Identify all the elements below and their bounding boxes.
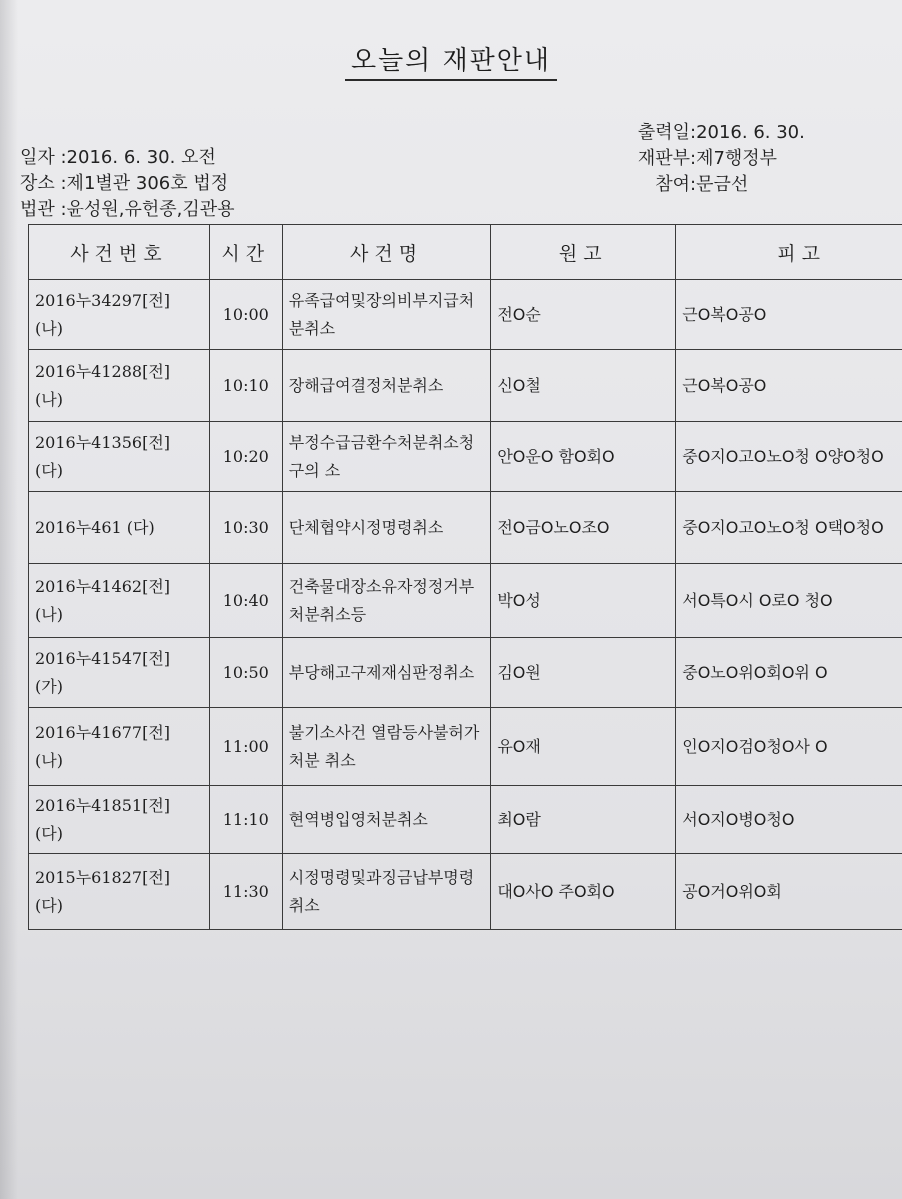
table-row [29,854,902,930]
case-time: 11:00 [209,708,282,786]
header-defendant: 피고 [676,225,902,280]
header-plaintiff: 원고 [491,225,676,280]
case-defendant: 공O거O위O회 [676,854,902,930]
hearing-judges: 법관 :윤성원,유헌종,김관용 [20,199,235,220]
print-date-value: :2016. 6. 30. [690,122,805,143]
case-name: 유족급여및장의비부지급처분취소 [282,280,491,350]
case-plaintiff: 김O원 [491,638,676,708]
case-plaintiff: 전O순 [491,280,676,350]
court-division-value: :제7행정부 [690,148,778,169]
header-case-no: 사건번호 [29,225,210,280]
case-time: 11:10 [209,786,282,854]
case-time: 10:30 [209,492,282,564]
page-title [0,40,902,81]
header-case-name: 사건명 [282,225,491,280]
table-header-row [29,225,902,280]
case-defendant: 서O지O병O청O [676,786,902,854]
case-name: 건축물대장소유자정정거부처분취소등 [282,564,491,638]
case-plaintiff: 최O람 [491,786,676,854]
case-time: 10:20 [209,422,282,492]
case-time: 10:10 [209,350,282,422]
case-number: 2015누61827[전] (다) [29,854,210,930]
case-plaintiff: 박O성 [491,564,676,638]
court-division [610,146,805,172]
court-division-label: 재판부 [637,148,690,169]
case-number: 2016누41677[전] (나) [29,708,210,786]
clerk-value: :문금선 [690,174,749,195]
case-defendant: 서O특O시 O로O 청O [676,564,902,638]
case-number: 2016누41462[전] (나) [29,564,210,638]
case-time: 10:00 [209,280,282,350]
table-row [29,708,902,786]
case-name: 불기소사건 열람등사불허가처분 취소 [282,708,491,786]
case-name: 현역병입영처분취소 [282,786,491,854]
case-plaintiff: 전O금O노O조O [491,492,676,564]
case-time: 11:30 [209,854,282,930]
table-row [29,564,902,638]
hearing-location: 장소 :제1별관 306호 법정 [20,173,229,194]
case-table [28,224,902,930]
case-name: 부정수급금환수처분취소청구의 소 [282,422,491,492]
case-time: 10:50 [209,638,282,708]
hearing-info [20,145,235,223]
case-time: 10:40 [209,564,282,638]
print-info [610,120,805,198]
table-row [29,492,902,564]
case-plaintiff: 유O재 [491,708,676,786]
case-name: 시정명령및과징금납부명령취소 [282,854,491,930]
case-defendant: 인O지O검O청O사 O [676,708,902,786]
clerk [610,172,805,198]
case-number: 2016누34297[전] (나) [29,280,210,350]
print-date-label: 출력일 [637,122,690,143]
case-name: 단체협약시정명령취소 [282,492,491,564]
table-row [29,786,902,854]
case-number: 2016누41547[전] (가) [29,638,210,708]
case-name: 부당해고구제재심판정취소 [282,638,491,708]
case-plaintiff: 안O운O 함O회O [491,422,676,492]
print-date [610,120,805,146]
case-number: 2016누461 (다) [29,492,210,564]
case-plaintiff: 대O사O 주O회O [491,854,676,930]
case-name: 장해급여결정처분취소 [282,350,491,422]
page-shadow [0,0,18,1199]
header-time: 시간 [209,225,282,280]
case-defendant: 중O지O고O노O청 O택O청O [676,492,902,564]
case-number: 2016누41288[전] (나) [29,350,210,422]
hearing-date: 일자 :2016. 6. 30. 오전 [20,147,216,168]
table-row [29,350,902,422]
page-title-text: 오늘의 재판안내 [345,40,557,81]
table-row [29,422,902,492]
case-defendant: 중O노O위O회O위 O [676,638,902,708]
case-plaintiff: 신O철 [491,350,676,422]
clerk-label: 참여 [655,174,690,195]
table-row [29,638,902,708]
case-defendant: 근O복O공O [676,350,902,422]
case-defendant: 근O복O공O [676,280,902,350]
case-number: 2016누41356[전] (다) [29,422,210,492]
table-row [29,280,902,350]
case-defendant: 중O지O고O노O청 O양O청O [676,422,902,492]
case-number: 2016누41851[전] (다) [29,786,210,854]
